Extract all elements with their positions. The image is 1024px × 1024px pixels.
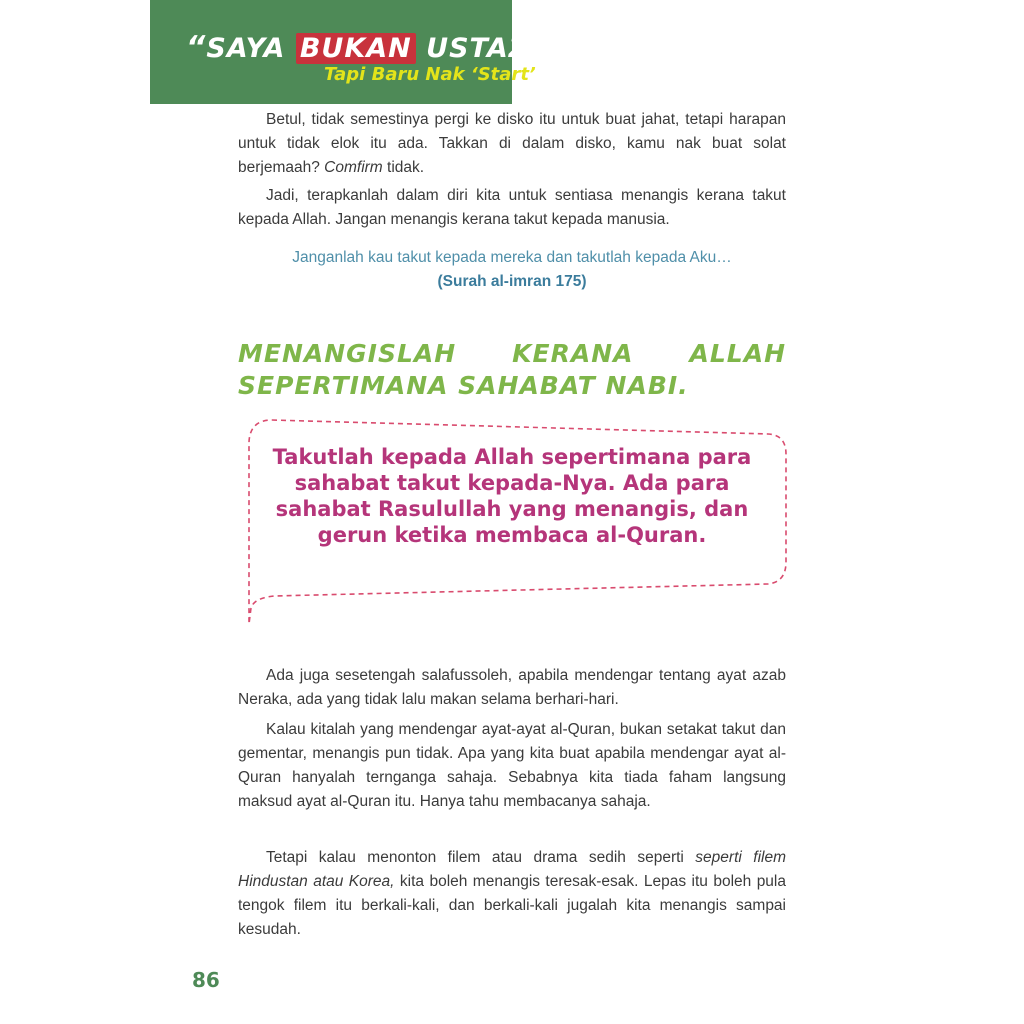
page-number: 86: [192, 968, 220, 992]
book-subtitle: Tapi Baru Nak ‘Start’: [324, 64, 536, 85]
verse-text: Janganlah kau takut kepada mereka dan takutlah kepada Aku…: [292, 249, 732, 266]
paragraph-5-end: kita boleh menangis teresak-esak. Lepas itu boleh pula tengok filem itu berkali-kali, dan berkali-kali jugalah kita menangis sampai kesudah.: [238, 873, 786, 938]
paragraph-1-text: Betul, tidak semestinya pergi ke disko itu untuk buat jahat, tetapi harapan untuk tidak elok itu ada. Takkan di dalam disko, kamu nak buat solat berjemaah?: [238, 111, 786, 176]
open-quote-mark: “: [186, 30, 207, 65]
close-quote-mark: ”: [529, 30, 550, 65]
verse-quote: [238, 246, 786, 294]
section-heading: MENANGISLAH KERANA ALLAH SEPERTIMANA SAHABAT NABI.: [238, 339, 786, 400]
paragraph-2: Jadi, terapkanlah dalam diri kita untuk sentiasa menangis kerana takut kepada Allah. Jangan menangis kerana takut kepada manusia.: [238, 187, 786, 228]
paragraph-5-italic: seperti filem Hindustan atau Korea,: [238, 849, 786, 890]
title-part-2: USTAZ: [415, 33, 530, 64]
paragraph-1-end: tidak.: [382, 159, 425, 176]
paragraph-3: Ada juga sesetengah salafussoleh, apabila mendengar tentang ayat azab Neraka, ada yang tidak lalu makan selama berhari-hari.: [238, 667, 786, 708]
paragraph-5: [238, 846, 786, 942]
paragraph-1-italic: Comfirm: [324, 159, 383, 176]
verse-reference: (Surah al-imran 175): [437, 273, 587, 290]
title-highlight: BUKAN: [296, 33, 416, 64]
paragraph-5-text: Tetapi kalau menonton filem atau drama sedih seperti: [266, 849, 696, 866]
title-part-1: SAYA: [206, 33, 296, 64]
callout-text: Takutlah kepada Allah sepertimana para sahabat takut kepada-Nya. Ada para sahabat Rasulullah yang menangis, dan gerun ketika membaca al-Quran.: [272, 445, 752, 547]
paragraph-1: [238, 108, 786, 180]
book-title: [186, 30, 550, 65]
paragraph-4: Kalau kitalah yang mendengar ayat-ayat al-Quran, bukan setakat takut dan gementar, menangis pun tidak. Apa yang kita buat apabila mendengar ayat al-Quran hanyalah ternganga sahaja. Sebabnya kita tiada faham langsung maksud ayat al-Quran itu. Hanya tahu membacanya sahaja.: [238, 721, 786, 810]
